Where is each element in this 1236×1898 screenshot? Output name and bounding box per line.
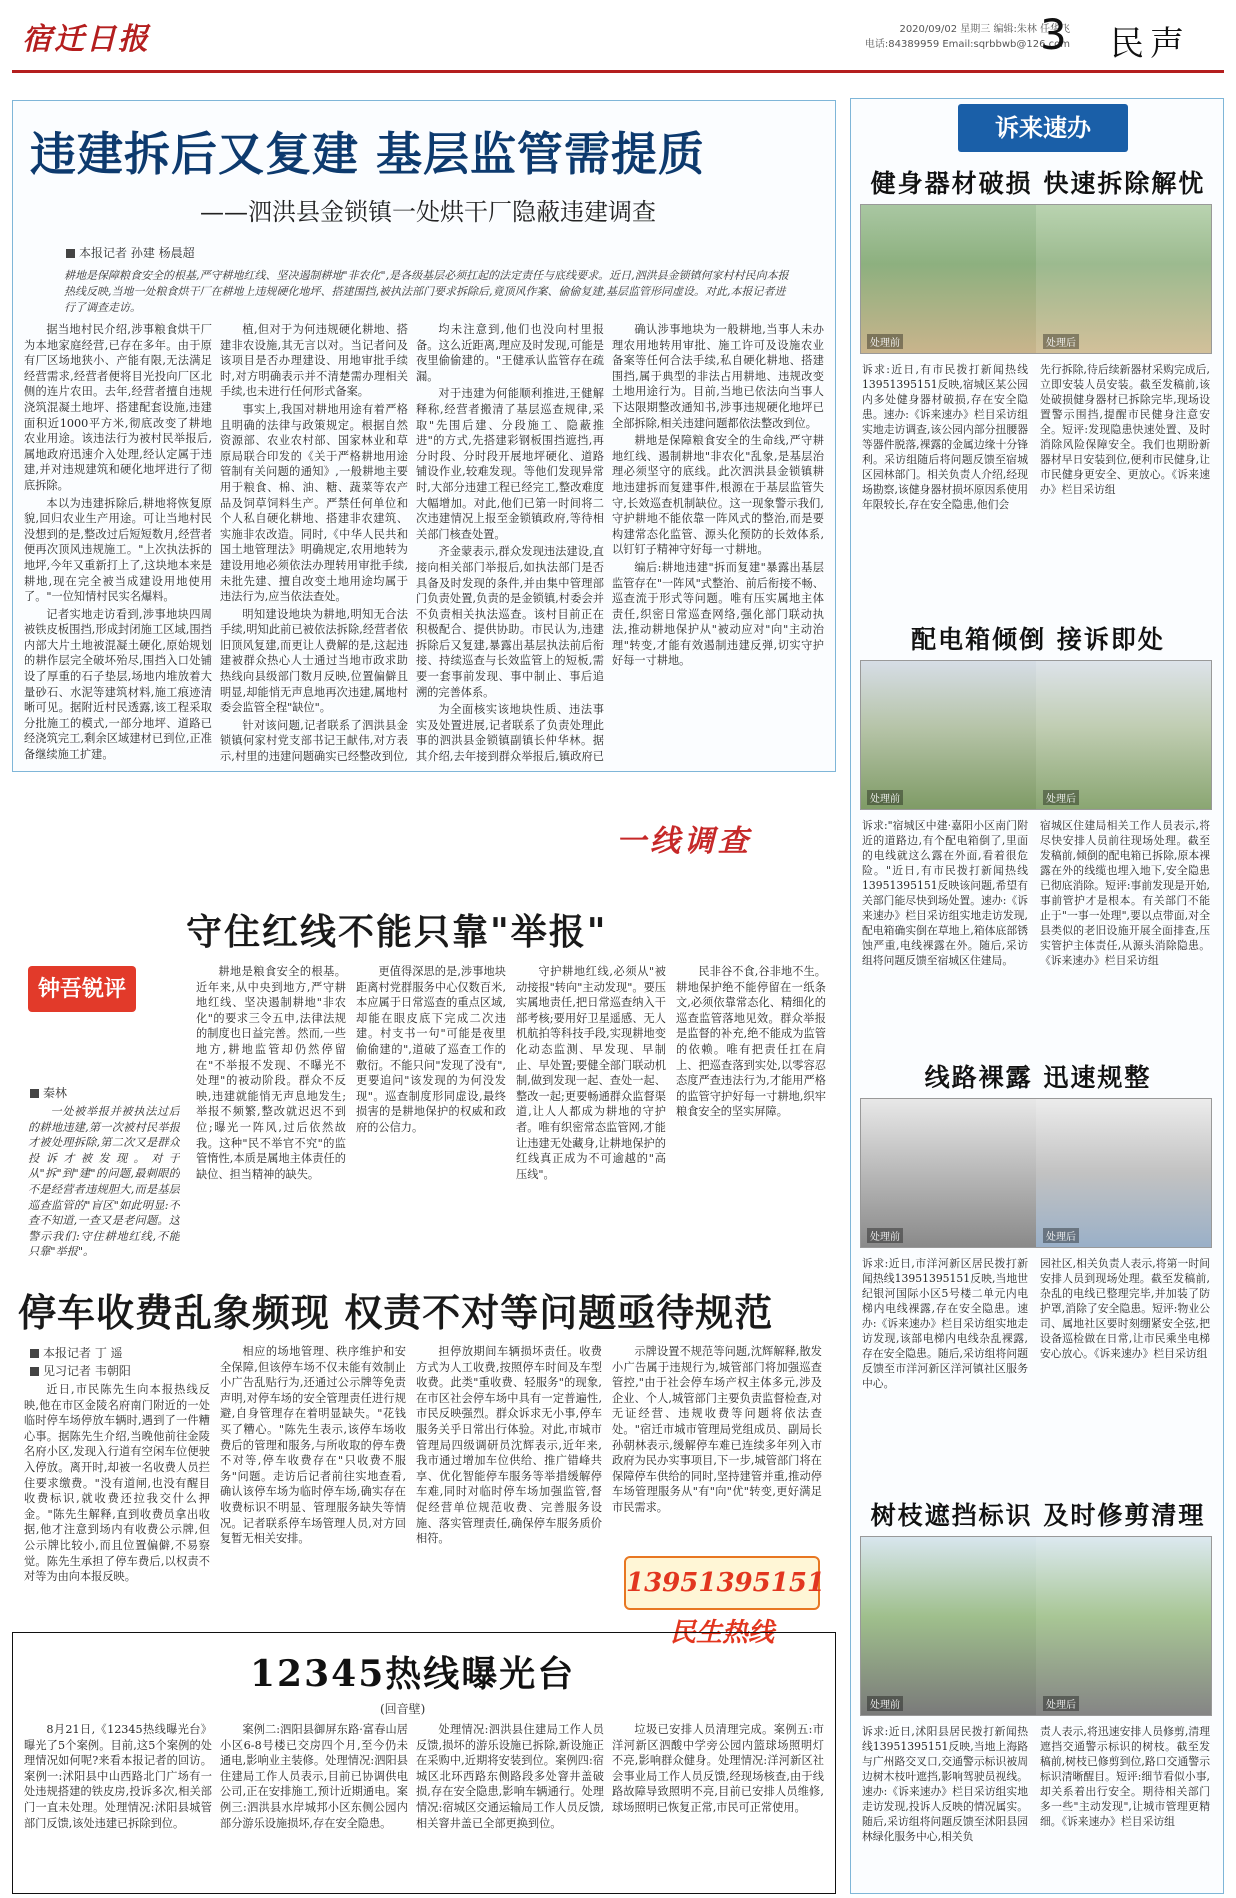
sidebar-item-2-text-left: 诉求:"宿城区中建·嘉阳小区南门附近的道路边,有个配电箱倒了,里面的电线就这么露在外面,看着很危险。"近日,有市民拨打新闻热线13951395151反映该问题,希望有关部门能尽快到场处置。速办:《诉来速办》栏目采访组实地走访发现,配电箱确实倒在草地上,箱体底部锈蚀严重,电线裸露在外。随后,采访组将问题反馈至宿城区住建局。 <box>862 819 1028 967</box>
photo-caption-after: 处理后 <box>1043 790 1079 805</box>
sidebar-badge: 诉来速办 <box>958 104 1128 152</box>
lead-column-3: 均未注意到,他们也没向村里报备。这么近距离,理应及时发现,可能是夜里偷偷建的。"王健承认监管存在疏漏。 对于违建为何能顺利推进,王健解释称,经营者搬清了基层巡查规律,采取"先围后建、分段施工、隐蔽推进"的方式,先搭建彩钢板围挡遮挡,再分时段、分时段开展地坪硬化、道路铺设作业,较难发现。等他们发现异常时,大部分违建工程已经完工,整改难度大幅增加。对此,他们已第一时间将二次违建情况上报至金锁镇政府,等待相关部门核查处置。 齐金蒙表示,群众发现违法建设,直接向相关部门举报后,如执法部门是否具备及时发现的条件,并由集中管理部门负责处置,负责的是金锁镇,村委会并不负责相关执法巡查。该村目前正在积极配合、提供协助。市民认为,违建拆除后又复建,暴露出基层执法前后衔接、持续巡查与长效监管上的短板,需要一套事前发现、事中制止、事后追溯的完善体系。 为全面核实该地块性质、违法事实及处置进展,记者联系了负责处理此事的泗洪县金锁镇副镇长仲华林。据其介绍,去年接到群众举报后,镇政府已 <box>416 323 604 764</box>
sidebar-item-4-headline: 树枝遮挡标识 及时修剪清理 <box>870 1501 1206 1530</box>
commentary-column-2: 更值得深思的是,涉事地块距离村党群服务中心仅数百米,本应属于日常巡查的重点区域,却能在眼皮底下完成二次违建。村支书一句"可能是夜里偷偷建的",道破了巡查工作的敷衍。不能只问"发现了没有",更要追问"该发现的为何没发现"。巡查制度形同虚设,最终损害的是耕地保护的权威和政府的公信力。 <box>356 965 506 1134</box>
lead-byline: 本报记者 孙建 杨晨超 <box>66 244 195 261</box>
lead-paragraph: 耕地是保障粮食安全的根基,严守耕地红线、坚决遏制耕地"非农化",是各级基层必须扛起的法定责任与底线要求。近日,泗洪县金锁镇何家村村民向本报热线反映,当地一处粮食烘干厂在耕地上违规硬化地坪、搭建围挡,被执法部门要求拆除后,竟顶风作案、偷偷复建,基层监管形同虚设。对此,本报记者进行了调查走访。 <box>64 269 789 314</box>
byline-square-icon <box>66 249 75 258</box>
photo-caption-before: 处理前 <box>867 1228 903 1243</box>
sidebar-item-3-text-right: 园社区,相关负责人表示,将第一时间安排人员到现场处理。截至发稿前,杂乱的电线已整理完毕,并加装了防护罩,消除了安全隐患。短评:物业公司、属地社区要时刻绷紧安全弦,把设备巡检做在日常,让市民乘坐电梯安心放心。《诉来速办》栏目采访组 <box>1040 1257 1210 1360</box>
lead-headline: 违建拆后又复建 基层监管需提质 <box>30 127 706 181</box>
parking-column-4: 示牌设置不规范等问题,沈辉解释,散发小广告属于违规行为,城管部门将加强巡查管控,"由于社会停车场产权主体多元,涉及企业、个人,城管部门主要负责监督检查,对无证经营、违规收费等问题将依法查处。"宿迁市城市管理局党组成员、副局长孙朝林表示,缓解停车难已连续多年列入市政府为民办实事项目,下一步,城管部门将在保障停车供给的同时,坚持建管并重,推动停车场管理服务从"有"向"优"转变,更好满足市民需求。 <box>612 1345 822 1514</box>
byline-square-icon <box>30 1349 39 1358</box>
hotline-column-1: 8月21日,《12345热线曝光台》曝光了5个案例。目前,这5个案例的处理情况如何呢?来看本报记者的回访。案例一:沭阳县中山西路北门广场有一处违规搭建的铁皮房,投诉多次,相关部门一直未处理。处理情况:沭阳县城管部门反馈,该处违建已拆除到位。 <box>24 1723 212 1830</box>
page-number: 3 <box>1040 10 1067 59</box>
parking-column-2: 相应的场地管理、秩序维护和安全保障,但该停车场不仅未能有效制止小广告乱贴行为,还通过公示牌等免责声明,对停车场的安全管理责任进行规避,自身管理存在着明显缺失。"花钱买了糟心。"陈先生表示,该停车场收费后的管理和服务,与所收取的停车费不对等,停车收费存在"只收费不服务"问题。走访后记者前往实地查看,确认该停车场为临时停车场,确实存在收费标识不明显、管理服务缺失等情况。记者联系停车场管理人员,对方回复暂无相关安排。 <box>220 1345 406 1546</box>
commentary-column-1: 耕地是粮食安全的根基。近年来,从中央到地方,严守耕地红线、坚决遏制耕地"非农化"的要求三令五申,法律法规的制度也日益完善。然而,一些地方,耕地监管却仍然停留在"不举报不发现、不曝光不处理"的被动阶段。群众不反映,违建就能悄无声息地发生;举报不频繁,整改就迟迟不到位;曝光一阵风,过后依然故我。这种"民不举官不究"的监管惰性,本质是属地主体责任的缺位、担当精神的缺失。 <box>196 965 346 1181</box>
photo-caption-before: 处理前 <box>867 334 903 349</box>
sidebar-item-3-text-left: 诉求:近日,市洋河新区居民拨打新闻热线13951395151反映,当地世纪银河国际小区5号楼二单元内电梯内电线裸露,存在安全隐患。速办:《诉来速办》栏目采访组实地走访发现,该部电梯内电线杂乱裸露,存在安全隐患。随后,采访组将问题反馈至市洋河新区洋河镇社区服务中心。 <box>862 1257 1028 1390</box>
tree-before-image <box>861 1537 1036 1715</box>
parking-byline-intern: 见习记者 韦朝阳 <box>30 1362 131 1379</box>
masthead-rule <box>12 70 1224 73</box>
hotline-column-3: 处理情况:泗洪县住建局工作人员反馈,损坏的游乐设施已拆除,新设施正在采购中,近期将安装到位。案例四:宿城区北环西路东侧路段多处窨井盖破损,存在安全隐患,影响车辆通行。处理情况:宿城区交通运输局工作人员反馈,相关窨井盖已全部更换到位。 <box>416 1723 604 1830</box>
investigation-stamp: 一线调查 <box>616 824 752 859</box>
page-section: 民声 <box>1110 24 1190 64</box>
commentary-headline: 守住红线不能只靠"举报" <box>186 911 608 953</box>
commentary-column-3: 守护耕地红线,必须从"被动接报"转向"主动发现"。要压实属地责任,把日常巡查纳入干部考核;要用好卫星遥感、无人机航拍等科技手段,实现耕地变化动态监测、早发现、早制止、早处置;要健全部门联动机制,做到发现一起、查处一起、整改一起;更要畅通群众监督渠道,让人人都成为耕地的守护者。唯有织密常态监管网,才能让违建无处藏身,让耕地保护的红线真正成为不可逾越的"高压线"。 <box>516 965 666 1181</box>
sidebar-item-2-headline: 配电箱倾倒 接诉即处 <box>911 625 1165 654</box>
masthead-date-editor: 2020/09/02 星期三 编辑:朱林 任华飞 <box>899 24 1070 35</box>
commentary-column-4: 民非谷不食,谷非地不生。耕地保护绝不能停留在一纸条文,必须依靠常态化、精细化的巡查监管落地见效。群众举报是监督的补充,绝不能成为监管的依赖。唯有把责任扛在肩上、把巡查落到实处,以零容忍态度严查违法行为,才能用严格的监管守护好每一寸耕地,织牢粮食安全的坚实屏障。 <box>676 965 826 1119</box>
hotline-badge: 13951395151 民生热线 <box>624 1556 820 1610</box>
power-box-after-image <box>1036 661 1211 809</box>
commentary-badge: 钟吾锐评 <box>28 966 136 1012</box>
power-box-before-image <box>861 661 1036 809</box>
photo-caption-after: 处理后 <box>1043 334 1079 349</box>
lead-subhead: ——泗洪县金锁镇一处烘干厂隐蔽违建调查 <box>200 198 656 226</box>
parking-column-3: 担停放期间车辆损坏责任。收费方式为人工收费,按照停车时间及车型收费。此类"重收费、轻服务"的现象,在市区社会停车场中具有一定普遍性,市民反映强烈。群众诉求无小事,停车服务关乎日常出行体验。对此,市城市管理局四级调研员沈辉表示,近年来,我市通过增加车位供给、推广错峰共享、优化智能停车服务等举措缓解停车难,同时对临时停车场加强监管,督促经营单位规范收费、完善服务设施、落实管理责任,确保停车服务质价相符。 <box>416 1345 602 1546</box>
photo-caption-before: 处理前 <box>867 790 903 805</box>
sidebar-item-4-text-right: 责人表示,将迅速安排人员修剪,清理遮挡交通警示标识的树枝。截至发稿前,树枝已修剪到位,路口交通警示标识清晰醒目。短评:细节看似小事,却关系着出行安全。期待相关部门多一些"主动发现",让城市管理更精细。《诉来速办》栏目采访组 <box>1040 1725 1210 1828</box>
sidebar-item-1-text-right: 先行拆除,待后续新器材采购完成后,立即安装人员安装。截至发稿前,该处破损健身器材已拆除完毕,现场设置警示围挡,提醒市民健身注意安全。短评:发现隐患快速处置、及时消除风险保障安全。我们也期盼新器材早日安装到位,便利市民健身,让市民健身更安全、更放心。《诉来速办》栏目采访组 <box>1040 363 1210 496</box>
byline-square-icon <box>30 1367 39 1376</box>
sidebar-item-4-text-left: 诉求:近日,沭阳县居民拨打新闻热线13951395151反映,当地上海路与广州路交叉口,交通警示标识被周边树木枝叶遮挡,影响驾驶员视线。速办:《诉来速办》栏目采访组实地走访发现,投诉人反映的情况属实。随后,采访组将问题反馈至沭阳县园林绿化服务中心,相关负 <box>862 1725 1028 1843</box>
commentary-lead: 一处被举报并被执法过后的耕地违建,第一次被村民举报才被处理拆除,第二次又是群众投诉才被发现。对于从"拆"到"建"的问题,最刺眼的不是经营者违规胆大,而是基层巡查监管的"盲区"如此明显:不查不知道,一查又是老问题。这警示我们:守住耕地红线,不能只靠"举报"。 <box>28 1105 180 1259</box>
sidebar-item-2-photo <box>860 660 1212 810</box>
photo-caption-before: 处理前 <box>867 1696 903 1711</box>
sidebar-item-3-photo <box>860 1098 1212 1248</box>
tree-after-image <box>1036 1537 1211 1715</box>
sidebar-item-1-photo <box>860 204 1212 354</box>
commentary-author: 秦林 <box>30 1084 67 1101</box>
hotline-column-2: 案例二:泗阳县御屏东路·富春山居小区6-8号楼已交房四个月,至今仍未通电,影响业主装修。处理情况:泗阳县住建局工作人员表示,目前已协调供电公司,正在安排施工,预计近期通电。案例三:泗洪县水岸城邦小区东侧公园内部分游乐设施损坏,存在安全隐患。 <box>220 1723 408 1830</box>
hotline-12345-sub: (回音壁) <box>380 1702 426 1716</box>
fitness-equipment-after-image <box>1036 205 1211 353</box>
hotline-column-4: 垃圾已安排人员清理完成。案例五:市洋河新区泗酸中学旁公园内篮球场照明灯不亮,影响群众健身。处理情况:洋河新区社会事业局工作人员反馈,经现场核查,由于线路故障导致照明不亮,目前已安排人员维修,球场照明已恢复正常,市民可正常使用。 <box>612 1723 824 1814</box>
author-square-icon <box>30 1089 39 1098</box>
photo-caption-after: 处理后 <box>1043 1228 1079 1243</box>
hotline-12345-headline: 12345热线曝光台 <box>250 1653 576 1695</box>
wiring-before-image <box>861 1099 1036 1247</box>
masthead-contact: 电话:84389959 Email:sqrbbwb@126.com <box>864 39 1070 50</box>
parking-column-1: 近日,市民陈先生向本报热线反映,他在市区金陵名府南门附近的一处临时停车场停放车辆时,遇到了一件糟心事。据陈先生介绍,当晚他前往金陵名府小区,发现入行道有空闲车位便驶入停放。离开时,却被一名收费人员拦住要求缴费。"没有道闸,也没有醒目收费标识,就收费还拉我交什么押金。"陈先生解释,直到收费员拿出收据,他才注意到场内有收费公示牌,但公示牌比较小,而且位置偏僻,不易察觉。陈先生承担了停车费后,以权责不对等为由向本报反映。 <box>24 1383 210 1584</box>
fitness-equipment-before-image <box>861 205 1036 353</box>
sidebar-item-2-text-right: 宿城区住建局相关工作人员表示,将尽快安排人员前往现场处理。截至发稿前,倾倒的配电箱已拆除,原本裸露在外的线缆也埋入地下,安全隐患已彻底消除。短评:事前发现是开始,事前管护才是根本。有关部门不能止于"一事一处理",要以点带面,对全县类似的老旧设施开展全面排查,压实管护主体责任,从源头消除隐患。《诉来速办》栏目采访组 <box>1040 819 1210 967</box>
wiring-after-image <box>1036 1099 1211 1247</box>
sidebar-item-1-text-left: 诉求:近日,有市民拨打新闻热线13951395151反映,宿城区某公园内多处健身器材破损,存在安全隐患。速办:《诉来速办》栏目采访组实地走访调查,该公园内部分扭腰器等器件脱落,裸露的金属边缘十分锋利。采访组随后将问题反馈至宿城区园林部门。相关负责人介绍,经现场勘察,该健身器材损坏原因系使用年限较长,存在安全隐患,他们会 <box>862 363 1028 511</box>
parking-headline: 停车收费乱象频现 权责不对等问题亟待规范 <box>18 1290 774 1335</box>
masthead-meta <box>790 22 1070 52</box>
photo-caption-after: 处理后 <box>1043 1696 1079 1711</box>
newspaper-logo: 宿迁日报 <box>22 22 150 57</box>
parking-byline-reporter: 本报记者 丁 遥 <box>30 1344 123 1361</box>
sidebar-item-4-photo <box>860 1536 1212 1716</box>
lead-column-2: 植,但对于为何违规硬化耕地、搭建非农设施,其无言以对。当记者问及该项目是否办理建设、用地审批手续时,对方明确表示并不清楚需办理相关手续,也未进行任何形式备案。 事实上,我国对耕地用途有着严格且明确的法律与政策规定。根据自然资源部、农业农村部、国家林业和草原局联合印发的《关于严格耕地用途管制有关问题的通知》,一般耕地主要用于粮食、棉、油、糖、蔬菜等农产品及饲草饲料生产。严禁任何单位和个人私自硬化耕地、搭建非农建筑、实施非农改造。同时,《中华人民共和国土地管理法》明确规定,农用地转为建设用地必须依法办理转用审批手续,未批先建、擅自改变土地用途均属于违法行为,应当依法查处。 明知建设地块为耕地,明知无合法手续,明知此前已被依法拆除,经营者依旧顶风复建,而更让人费解的是,这起违建被群众热心人士通过当地市政求助热线向县级部门数月反映,位置偏僻且明显,却能悄无声息地再次违建,属地村委会监管全程"缺位"。 针对该问题,记者联系了泗洪县金锁镇何家村党支部书记王献伟,对方表示,村里的违建问题确实已经整改到位, <box>220 323 408 764</box>
lead-column-4: 确认涉事地块为一般耕地,当事人未办理农用地转用审批、施工许可及设施农业备案等任何合法手续,私自硬化耕地、搭建围挡,属于典型的非法占用耕地、违规改变土地用途行为。目前,当地已依法向当事人下达限期整改通知书,涉事违规硬化地坪已全部拆除,相关违建问题都依法整改到位。 耕地是保障粮食安全的生命线,严守耕地红线、遏制耕地"非农化"乱象,是基层治理必须坚守的底线。此次泗洪县金锁镇耕地违建拆而复建事件,根源在于基层监管失守,长效巡查机制缺位。这一现象警示我们,守护耕地不能依靠一阵风式的整治,而是要构建常态化监管、源头化预防的长效体系,以钉钉子精神守好每一寸耕地。 编后:耕地违建"拆而复建"暴露出基层监管存在"一阵风"式整治、前后衔接不畅、巡查流于形式等问题。唯有压实属地主体责任,织密日常巡查网络,强化部门联动执法,推动耕地保护从"被动应对"向"主动治理"转变,才能有效遏制违建反弹,切实守护好每一寸耕地。 <box>612 323 824 668</box>
sidebar-item-3-headline: 线路裸露 迅速规整 <box>924 1063 1152 1092</box>
lead-column-1: 据当地村民介绍,涉事粮食烘干厂为本地家庭经营,已存在多年。由于原有厂区场地狭小、产能有限,无法满足经营需求,经营者便将目光投向厂区北侧的连片农田。去年,经营者擅自违规浇筑混凝土地坪、搭建配套设施,违建面积近1000平方米,彻底改变了耕地农业用途。该违法行为被村民举报后,属地政府迅速介入处理,经认定属于违建,并对违规建筑和硬化地坪进行了彻底拆除。 本以为违建拆除后,耕地将恢复原貌,回归农业生产用途。可让当地村民没想到的是,整改过后短短数月,经营者便再次顶风违规施工。"上次执法拆的地坪,今年又重新打上了,这块地本来是耕地,现在完全被当成建设用地使用了。"一位知情村民实名爆料。 记者实地走访看到,涉事地块四周被铁皮板围挡,形成封闭施工区域,围挡内部大片土地被混凝土硬化,原始规划的耕作层完全破坏殆尽,围挡入口处铺设了厚重的石子垫层,场地内堆放着大量砂石、水泥等建筑材料,施工痕迹清晰可见。据附近村民透露,该工程采取分批施工的模式,一部分地坪、道路已经浇筑完工,剩余区域建材已到位,正准备继续施工扩建。 <box>24 323 212 762</box>
sidebar-item-1-headline: 健身器材破损 快速拆除解忧 <box>870 169 1206 198</box>
